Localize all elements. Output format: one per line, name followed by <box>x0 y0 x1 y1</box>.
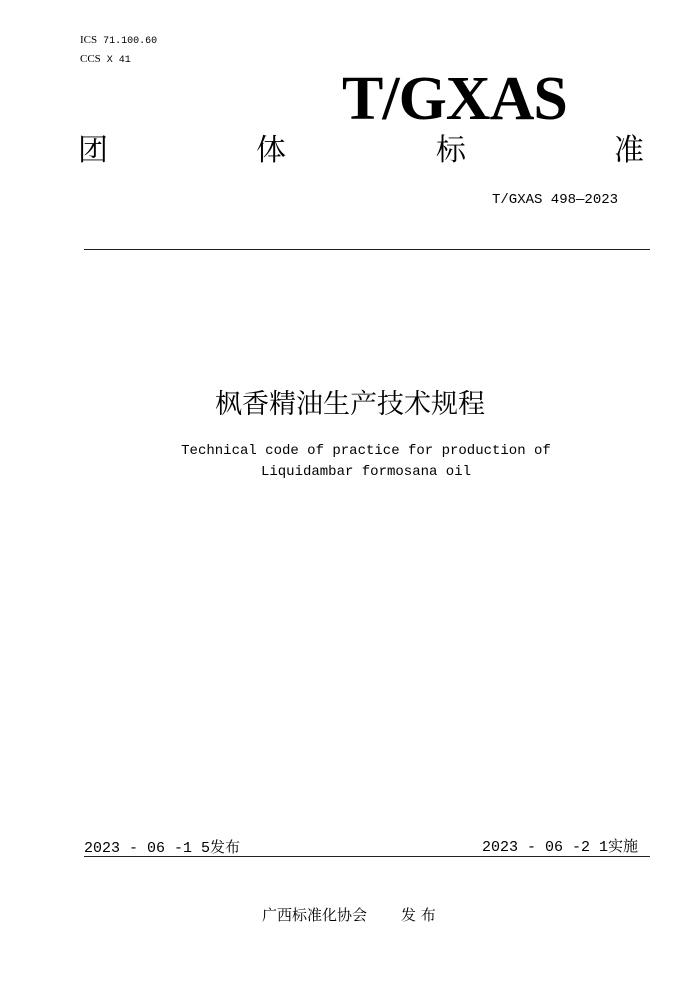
ccs-code <box>80 53 131 66</box>
release-date-value: 2023 - 06 -1 5 <box>84 840 211 857</box>
implementation-date-value: 2023 - 06 -2 1 <box>481 839 608 856</box>
implementation-date <box>482 835 638 856</box>
standard-type-char: 标 <box>436 133 466 168</box>
implementation-label: 实施 <box>607 837 638 855</box>
standard-type-char: 体 <box>256 133 286 168</box>
publisher-name: 广西标准化协会 <box>262 906 368 924</box>
document-title-en-line1: Technical code of practice for production of <box>181 443 551 459</box>
publish-label: 发 布 <box>401 906 436 924</box>
ccs-label: CCS <box>80 53 101 65</box>
ics-value: 71.100.60 <box>103 36 158 47</box>
ics-code <box>80 34 157 47</box>
ics-label: ICS <box>80 34 98 46</box>
header-divider <box>84 249 650 250</box>
document-title-cn: 枫香精油生产技术规程 <box>215 389 485 420</box>
standard-type-char: 团 <box>78 133 108 168</box>
release-label: 发布 <box>210 838 241 856</box>
standard-logo: T/GXAS <box>342 65 567 133</box>
publisher <box>262 904 436 925</box>
footer-divider <box>84 856 650 857</box>
release-date <box>84 836 240 857</box>
ccs-value: X 41 <box>106 55 131 66</box>
standard-type-char: 准 <box>614 133 644 168</box>
standard-number: T/GXAS 498—2023 <box>492 192 619 208</box>
document-title-en-line2: Liquidambar formosana oil <box>260 464 472 480</box>
